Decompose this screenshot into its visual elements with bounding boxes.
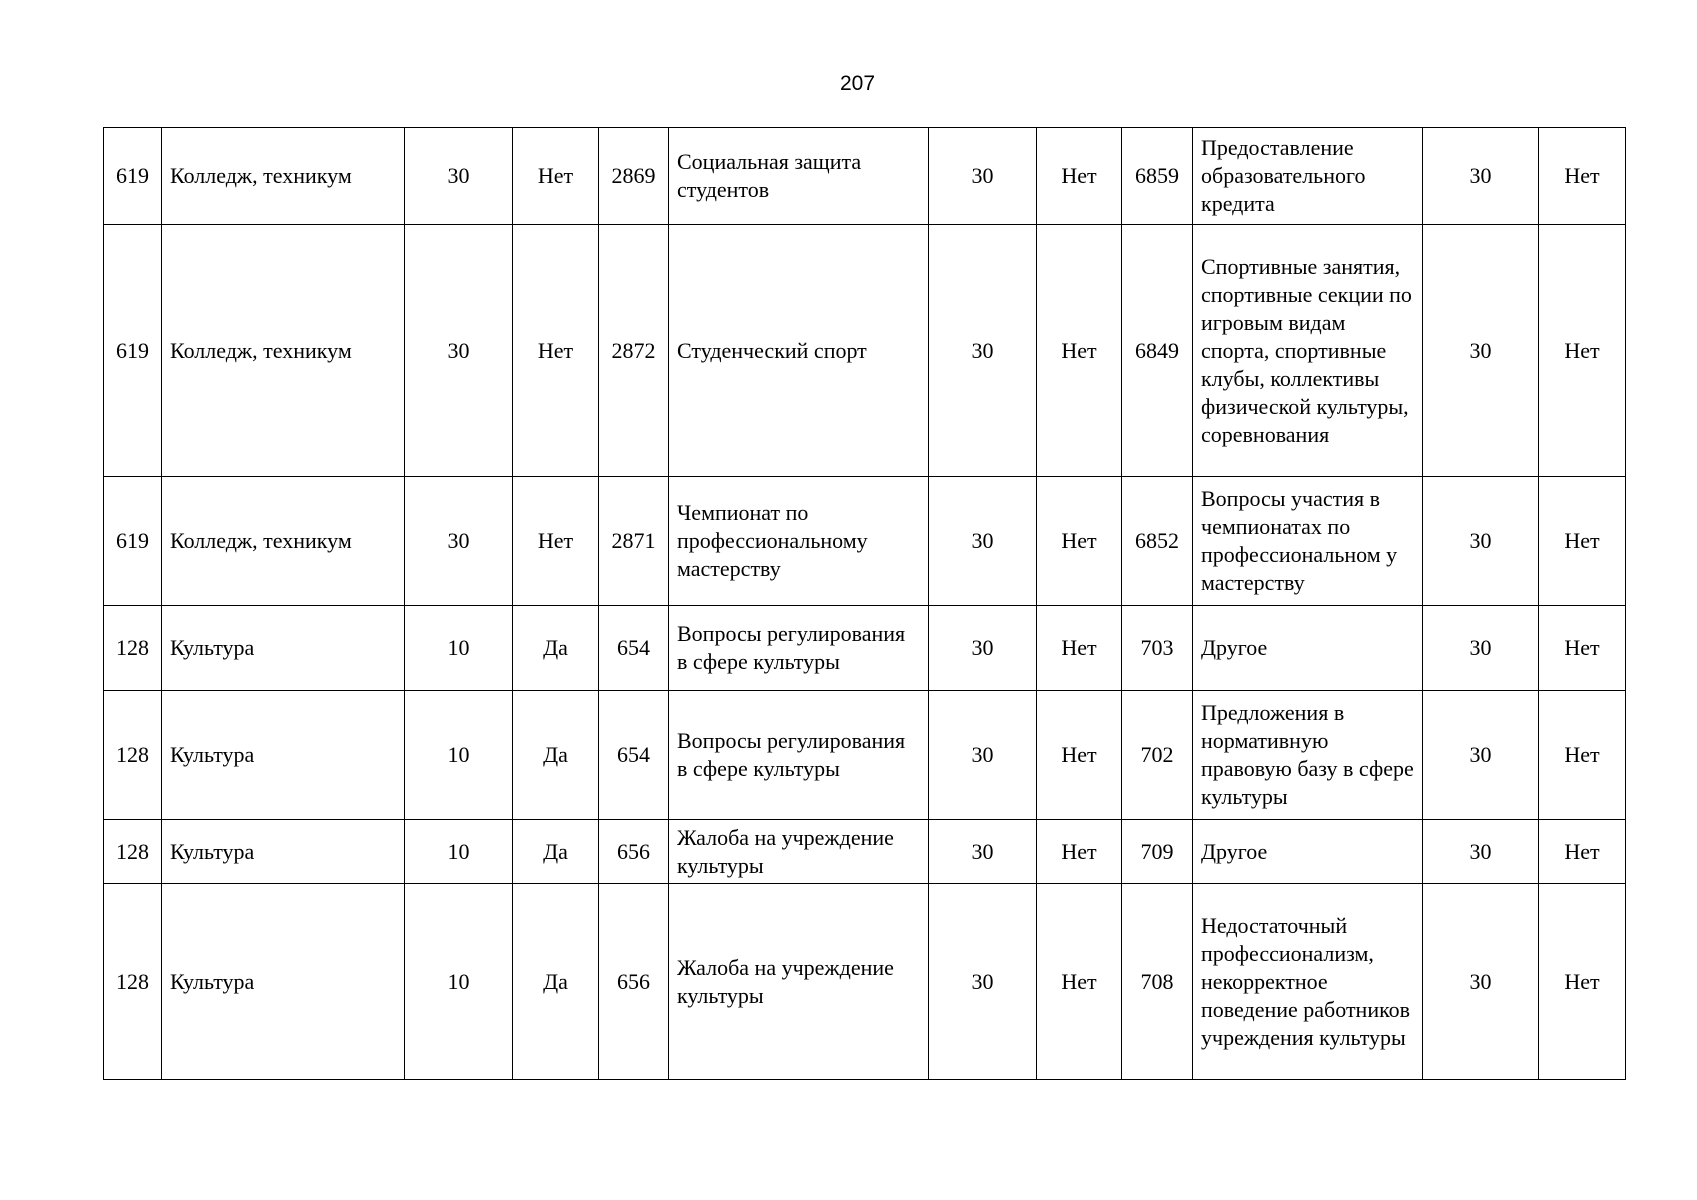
cell-subtopic-term: 30 [1423,820,1539,884]
cell-subtopic-term: 30 [1423,691,1539,820]
cell-subtopic-code: 6849 [1122,225,1193,477]
cell-service-name: Культура [162,820,405,884]
table-row [104,884,1626,1080]
cell-subtopic-flag: Нет [1539,606,1626,691]
cell-subtopic-flag: Нет [1539,820,1626,884]
cell-topic-name: Социальная защита студентов [669,128,929,225]
cell-subtopic-name: Предоставление образовательного кредита [1193,128,1423,225]
cell-service-code: 128 [104,691,162,820]
cell-subtopic-code: 702 [1122,691,1193,820]
cell-subtopic-name: Недостаточный профессионализм, некорректное поведение работников учреждения культуры [1193,884,1423,1080]
cell-service-flag: Да [513,884,599,1080]
cell-topic-code: 654 [599,691,669,820]
table-row [104,128,1626,225]
cell-service-flag: Да [513,820,599,884]
cell-topic-code: 656 [599,820,669,884]
cell-topic-term: 30 [929,477,1037,606]
cell-topic-name: Жалоба на учреждение культуры [669,884,929,1080]
table-body [104,128,1626,1080]
cell-topic-flag: Нет [1037,820,1122,884]
cell-service-name: Культура [162,691,405,820]
cell-service-flag: Нет [513,225,599,477]
cell-service-term: 30 [405,225,513,477]
cell-subtopic-code: 6859 [1122,128,1193,225]
cell-subtopic-code: 703 [1122,606,1193,691]
cell-topic-term: 30 [929,691,1037,820]
cell-service-code: 619 [104,128,162,225]
cell-service-term: 10 [405,691,513,820]
cell-subtopic-flag: Нет [1539,691,1626,820]
table-row [104,606,1626,691]
cell-service-flag: Да [513,606,599,691]
cell-service-name: Колледж, техникум [162,225,405,477]
cell-topic-name: Жалоба на учреждение культуры [669,820,929,884]
cell-service-term: 30 [405,477,513,606]
cell-service-code: 619 [104,477,162,606]
table-row [104,225,1626,477]
cell-service-flag: Нет [513,477,599,606]
cell-subtopic-flag: Нет [1539,128,1626,225]
table-row [104,477,1626,606]
cell-subtopic-name: Вопросы участия в чемпионатах по профессиональном у мастерству [1193,477,1423,606]
cell-topic-flag: Нет [1037,128,1122,225]
cell-service-term: 10 [405,820,513,884]
cell-topic-name: Чемпионат по профессиональному мастерству [669,477,929,606]
cell-topic-flag: Нет [1037,691,1122,820]
cell-subtopic-code: 6852 [1122,477,1193,606]
cell-subtopic-name: Другое [1193,606,1423,691]
cell-service-code: 128 [104,884,162,1080]
cell-subtopic-name: Другое [1193,820,1423,884]
cell-topic-term: 30 [929,884,1037,1080]
cell-subtopic-term: 30 [1423,477,1539,606]
cell-topic-term: 30 [929,225,1037,477]
cell-topic-term: 30 [929,606,1037,691]
cell-service-name: Колледж, техникум [162,128,405,225]
cell-subtopic-flag: Нет [1539,477,1626,606]
cell-topic-code: 2871 [599,477,669,606]
cell-topic-flag: Нет [1037,477,1122,606]
table-row [104,820,1626,884]
cell-subtopic-code: 709 [1122,820,1193,884]
cell-subtopic-name: Предложения в нормативную правовую базу в сфере культуры [1193,691,1423,820]
cell-service-flag: Да [513,691,599,820]
cell-topic-code: 2869 [599,128,669,225]
cell-topic-name: Вопросы регулирования в сфере культуры [669,606,929,691]
cell-service-name: Культура [162,884,405,1080]
cell-topic-flag: Нет [1037,225,1122,477]
cell-topic-name: Вопросы регулирования в сфере культуры [669,691,929,820]
cell-topic-name: Студенческий спорт [669,225,929,477]
cell-service-term: 10 [405,884,513,1080]
cell-subtopic-term: 30 [1423,606,1539,691]
cell-subtopic-flag: Нет [1539,884,1626,1080]
cell-subtopic-term: 30 [1423,225,1539,477]
table-row [104,691,1626,820]
cell-topic-code: 2872 [599,225,669,477]
cell-subtopic-term: 30 [1423,884,1539,1080]
cell-topic-flag: Нет [1037,606,1122,691]
cell-subtopic-flag: Нет [1539,225,1626,477]
cell-service-name: Колледж, техникум [162,477,405,606]
cell-service-term: 30 [405,128,513,225]
cell-subtopic-code: 708 [1122,884,1193,1080]
cell-topic-term: 30 [929,128,1037,225]
cell-topic-code: 654 [599,606,669,691]
cell-service-code: 619 [104,225,162,477]
cell-service-code: 128 [104,606,162,691]
cell-service-term: 10 [405,606,513,691]
cell-service-code: 128 [104,820,162,884]
cell-subtopic-term: 30 [1423,128,1539,225]
cell-service-name: Культура [162,606,405,691]
cell-topic-flag: Нет [1037,884,1122,1080]
page-number: 207 [839,72,876,95]
cell-topic-code: 656 [599,884,669,1080]
data-table [103,127,1626,1080]
cell-service-flag: Нет [513,128,599,225]
cell-subtopic-name: Спортивные занятия, спортивные секции по игровым видам спорта, спортивные клубы, коллективы физической культуры, соревнования [1193,225,1423,477]
cell-topic-term: 30 [929,820,1037,884]
